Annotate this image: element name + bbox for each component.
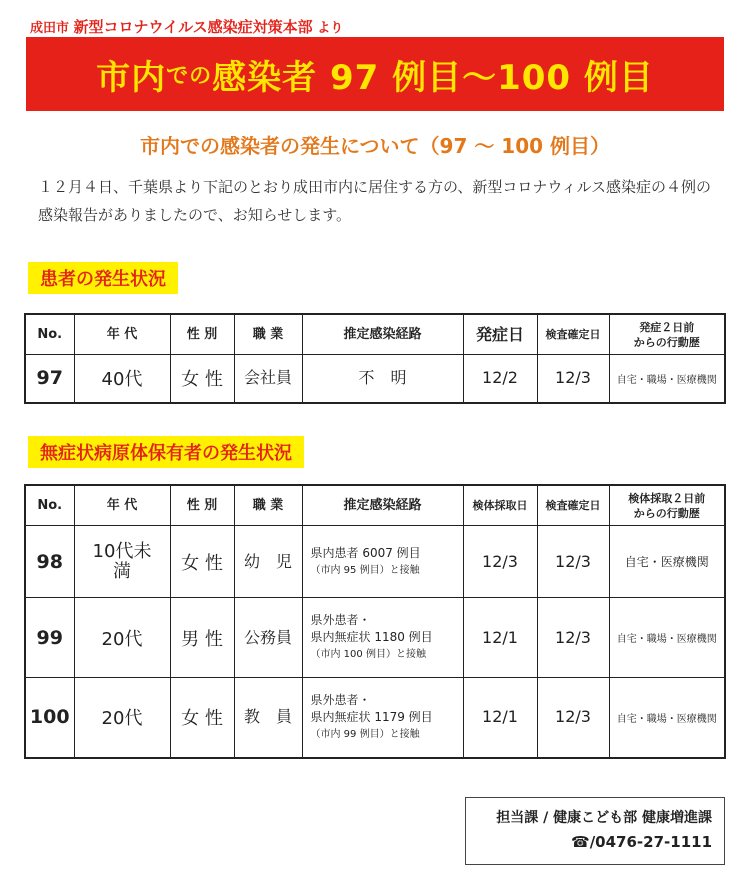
header-city: 成田市	[30, 21, 70, 36]
contact-tel: ☎/0476-27-1111	[571, 833, 712, 851]
asymptomatic-table	[24, 484, 726, 759]
section1-label: 患者の発生状況	[28, 262, 178, 294]
route-line-2: 県内無症状 1180 例目	[310, 630, 433, 644]
cell-confirmed: 12/3	[537, 598, 609, 678]
cell-job: 教 員	[234, 678, 302, 758]
cell-confirmed: 12/3	[537, 526, 609, 598]
cell-route	[302, 598, 463, 678]
header-age: 年 代	[74, 314, 170, 355]
cell-sampled: 12/1	[463, 678, 537, 758]
section2-label: 無症状病原体保有者の発生状況	[28, 436, 304, 468]
header-onset: 発症日	[463, 314, 537, 355]
header-line	[30, 16, 343, 37]
cell-activity: 自宅・職場・医療機関	[609, 598, 725, 678]
table-row	[25, 526, 725, 598]
header-from: より	[317, 21, 344, 36]
table-row	[25, 678, 725, 758]
cell-age: 20代	[74, 598, 170, 678]
title-banner	[26, 37, 724, 111]
route-line-2: 県内無症状 1179 例目	[310, 709, 433, 724]
route-line-1: 県外患者・	[310, 613, 371, 627]
cell-activity: 自宅・職場・医療機関	[609, 678, 725, 758]
cell-age: 10代未満	[74, 526, 170, 598]
header-confirmed: 検査確定日	[537, 314, 609, 355]
header-age: 年 代	[74, 485, 170, 526]
cell-sampled: 12/3	[463, 526, 537, 598]
banner-part2: での	[166, 63, 213, 89]
header-job: 職 業	[234, 314, 302, 355]
cell-sex: 女 性	[170, 526, 234, 598]
header-activity-1: 検体採取２日前	[628, 491, 706, 505]
cell-sampled: 12/1	[463, 598, 537, 678]
cell-sex: 女 性	[170, 355, 234, 403]
header-activity	[609, 314, 725, 355]
contact-box	[465, 797, 725, 865]
header-activity-2: からの行動歴	[633, 506, 700, 520]
header-confirmed: 検査確定日	[537, 485, 609, 526]
header-no: No.	[25, 485, 74, 526]
cell-sex: 女 性	[170, 678, 234, 758]
patients-table	[24, 313, 726, 404]
cell-job: 会社員	[234, 355, 302, 403]
cell-confirmed: 12/3	[537, 678, 609, 758]
header-no: No.	[25, 314, 74, 355]
header-hq: 新型コロナウイルス感染症対策本部	[73, 18, 313, 36]
route-line-1: 県内患者 6007 例目	[310, 545, 421, 560]
table-row	[25, 355, 725, 403]
route-line-1: 県外患者・	[310, 692, 371, 707]
cell-route	[302, 526, 463, 598]
table-row	[25, 598, 725, 678]
cell-onset: 12/2	[463, 355, 537, 403]
cell-age: 40代	[74, 355, 170, 403]
header-activity-2: からの行動歴	[633, 335, 700, 349]
header-job: 職 業	[234, 485, 302, 526]
cell-activity: 自宅・職場・医療機関	[609, 355, 725, 403]
table-header-row	[25, 314, 725, 355]
cell-confirmed: 12/3	[537, 355, 609, 403]
header-route: 推定感染経路	[302, 485, 463, 526]
route-note: （市内 99 例目）と接触	[310, 728, 420, 740]
banner-part3: 感染者 97 例目～100 例目	[212, 57, 654, 98]
cell-route: 不 明	[302, 355, 463, 403]
route-note: （市内 95 例目）と接触	[310, 564, 420, 576]
cell-sex: 男 性	[170, 598, 234, 678]
cell-job: 幼 児	[234, 526, 302, 598]
header-sampled: 検体採取日	[463, 485, 537, 526]
cell-no: 98	[25, 526, 74, 598]
body-text: １２月４日、千葉県より下記のとおり成田市内に居住する方の、新型コロナウィルス感染症の４例の感染報告がありましたので、お知らせします。	[38, 178, 712, 224]
header-sex: 性 別	[170, 314, 234, 355]
cell-route	[302, 678, 463, 758]
header-route: 推定感染経路	[302, 314, 463, 355]
cell-no: 97	[25, 355, 74, 403]
cell-job: 公務員	[234, 598, 302, 678]
table-header-row	[25, 485, 725, 526]
route-note: （市内 100 例目）と接触	[310, 649, 426, 660]
cell-no: 100	[25, 678, 74, 758]
cell-activity: 自宅・医療機関	[609, 526, 725, 598]
header-sex: 性 別	[170, 485, 234, 526]
banner-part1: 市内	[96, 57, 167, 98]
subtitle: 市内での感染者の発生について（97 ～ 100 例目）	[139, 134, 611, 158]
cell-age: 20代	[74, 678, 170, 758]
contact-dept: 担当課 / 健康こども部 健康増進課	[496, 810, 712, 826]
header-activity-1: 発症２日前	[639, 320, 695, 334]
header-activity	[609, 485, 725, 526]
cell-no: 99	[25, 598, 74, 678]
